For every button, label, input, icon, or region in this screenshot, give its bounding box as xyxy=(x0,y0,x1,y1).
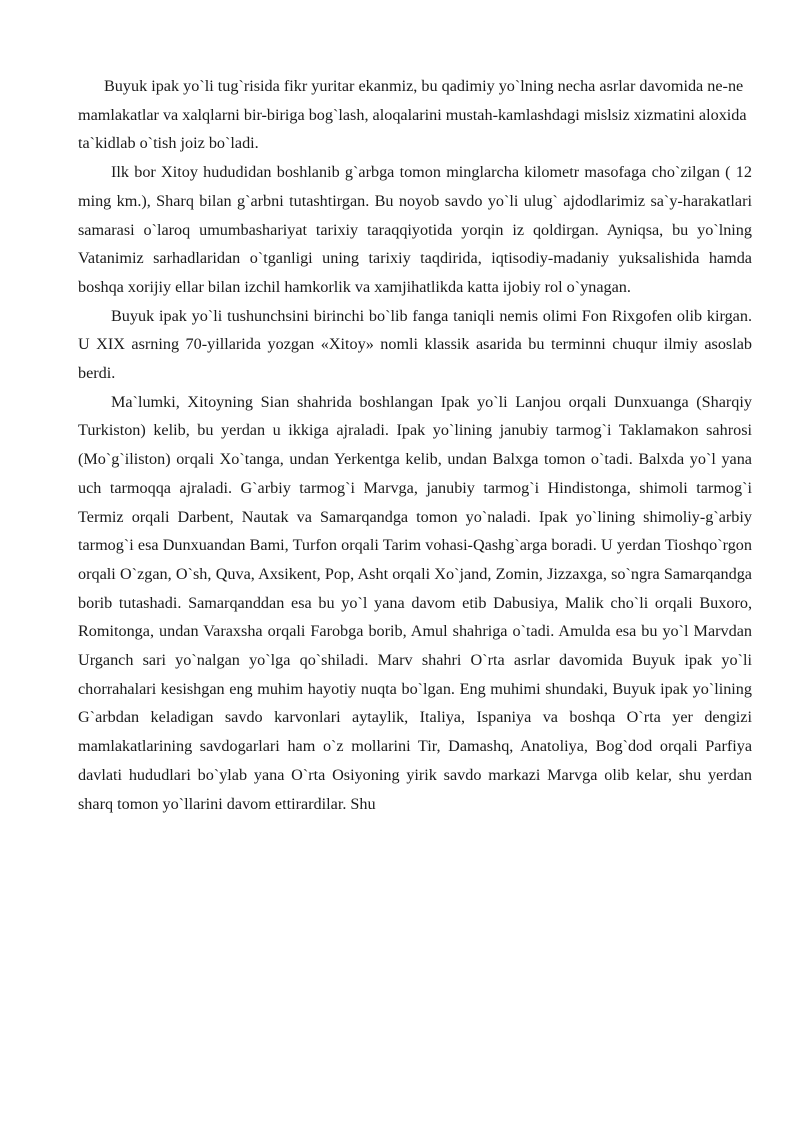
paragraph-intro: Buyuk ipak yo`li tug`risida fikr yuritar ekanmiz, bu qadimiy yo`lning necha asrlar davomida ne-ne mamlakatlar va xalqlarni bir-biriga bog`lash, aloqalarini mustah-kamlashdagi mislsiz xizmatini aloxida ta`kidlab o`tish joiz bo`ladi. xyxy=(78,77,747,153)
paragraph-route-branches: Ma`lumki, Xitoyning Sian shahrida boshlangan Ipak yo`li Lanjou orqali Dunxuanga (Sharqiy Turkiston) kelib, bu yerdan u ikkiga ajraladi. Ipak yo`lining janubiy tarmog`i Taklamakon sahrosi (Mo`g`iliston) orqali Xo`tanga, undan Yerkentga kelib, undan Balxga tomon o`tadi. Balxda yo`l yana uch tarmoqqa ajraladi. G`arbiy tarmog`i Marvga, janubiy tarmog`i Hindistonga, shimoli tarmog`i Termiz orqali Darbent, Nautak va Samarqandga tomon yo`naladi. Ipak yo`lining shimoliy-g`arbiy tarmog`i esa Dunxuandan Bami, Turfon orqali Tarim vohasi-Qashg`arga boradi. U yerdan Tioshqo`rgon orqali O`zgan, O`sh, Quva, Axsikent, Pop, Asht orqali Xo`jand, Zomin, Jizzaxga, so`ngra Samarqandga borib tutashadi. Samarqanddan esa bu yo`l yana davom etib Dabusiya, Malik cho`li orqali Buxoro, Romitonga, undan Varaxsha orqali Farobga borib, Amul shahriga o`tadi. Amulda esa bu yo`l Marvdan Urganch sari yo`nalgan yo`lga qo`shiladi. Marv shahri O`rta asrlar davomida Buyuk ipak yo`li chorrahalari kesishgan eng muhim hayotiy nuqta bo`lgan. Eng muhimi shundaki, Buyuk ipak yo`lining G`arbdan keladigan savdo karvonlari aytaylik, Italiya, Ispaniya va boshqa O`rta yer dengizi mamlakatlarining savdogarlari ham o`z mollarini Tir, Damashq, Anatoliya, Bog`dod orqali Parfiya davlati hududlari bo`ylab yana O`rta Osiyoning yirik savdo markazi Marvga olib kelar, shu yerdan sharq tomon yo`llarini davom ettirardilar. Shu xyxy=(78,392,752,813)
paragraph-term-origin: Buyuk ipak yo`li tushunchsini birinchi bo`lib fanga taniqli nemis olimi Fon Rixgofen olib kirgan. U XIX asrning 70-yillarida yozgan «Xitoy» nomli klassik asarida bu terminni chuqur ilmiy asoslab berdi. xyxy=(78,306,752,383)
paragraph-route-origin: Ilk bor Xitoy hududidan boshlanib g`arbga tomon minglarcha kilometr masofaga cho`zilgan ( 12 ming km.), Sharq bilan g`arbni tutashtirgan. Bu noyob savdo yo`li ulug` ajdodlarimiz sa`y-harakatlari samarasi o`laroq umumbashariyat tarixiy taraqqiyotida yorqin iz qoldirgan. Ayniqsa, bu yo`lning Vatanimiz sarhadlaridan o`tganligi uning tarixiy taqdirida, iqtisodiy-madaniy yuksalishida hamda boshqa xorijiy ellar bilan izchil hamkorlik va xamjihatlikda katta ijobiy rol o`ynagan. xyxy=(78,163,752,296)
document-page xyxy=(78,72,752,818)
